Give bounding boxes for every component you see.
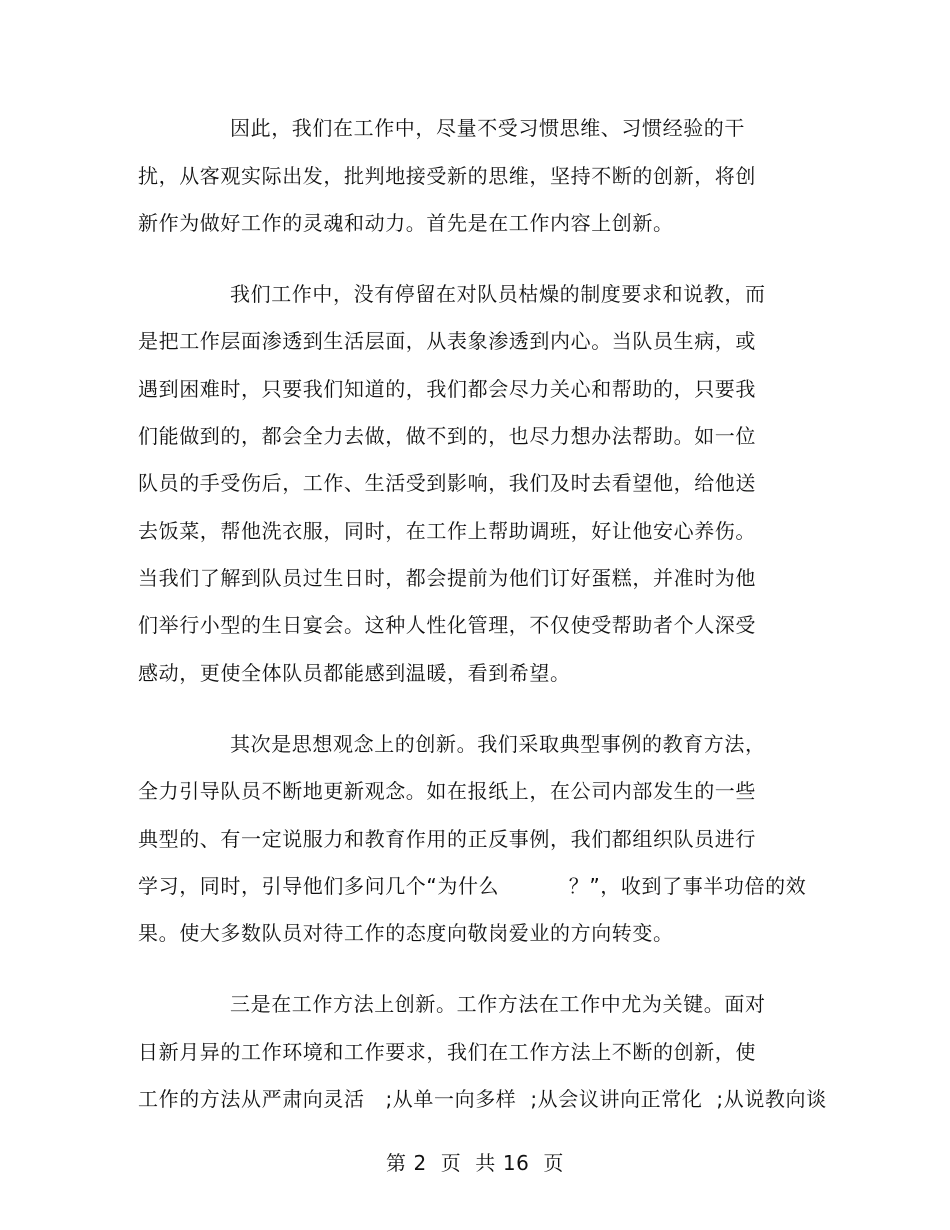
- page-number-footer: 第 2 页 共 16 页: [385, 1151, 565, 1175]
- paragraph-2-line-3: 遇到困难时，只要我们知道的，我们都会尽力关心和帮助的，只要我: [138, 377, 756, 401]
- paragraph-1-line-2: 扰，从客观实际出发，批判地接受新的思维，坚持不断的创新，将创: [138, 164, 756, 188]
- paragraph-3-line-4: 学习，同时，引导他们多问几个“为什么 ？”，收到了事半功倍的效: [138, 874, 807, 898]
- paragraph-4-line-3: 工作的方法从严肃向灵活 ;从单一向多样 ;从会议讲向正常化 ;从说教向谈: [138, 1087, 827, 1111]
- paragraph-3-line-3: 典型的、有一定说服力和教育作用的正反事例，我们都组织队员进行: [138, 827, 756, 851]
- paragraph-2-line-4: 们能做到的，都会全力去做，做不到的，也尽力想办法帮助。如一位: [138, 424, 756, 448]
- paragraph-2-line-5: 队员的手受伤后，工作、生活受到影响，我们及时去看望他，给他送: [138, 471, 756, 495]
- paragraph-2-line-1: 我们工作中，没有停留在对队员枯燥的制度要求和说教，而: [230, 282, 766, 306]
- paragraph-4-line-1: 三是在工作方法上创新。工作方法在工作中尤为关键。面对: [230, 992, 766, 1016]
- paragraph-1-line-3: 新作为做好工作的灵魂和动力。首先是在工作内容上创新。: [138, 211, 674, 235]
- paragraph-2-line-7: 当我们了解到队员过生日时，都会提前为他们订好蛋糕，并准时为他: [138, 566, 756, 590]
- paragraph-2-line-2: 是把工作层面渗透到生活层面，从表象渗透到内心。当队员生病，或: [138, 329, 756, 353]
- paragraph-1-line-1: 因此，我们在工作中，尽量不受习惯思维、习惯经验的干: [230, 116, 745, 140]
- paragraph-2-line-6: 去饭菜，帮他洗衣服，同时，在工作上帮助调班，好让他安心养伤。: [138, 519, 756, 543]
- paragraph-2-line-8: 们举行小型的生日宴会。这种人性化管理，不仅使受帮助者个人深受: [138, 613, 756, 637]
- paragraph-3-line-1: 其次是思想观念上的创新。我们采取典型事例的教育方法，: [230, 732, 766, 756]
- paragraph-3-line-5: 果。使大多数队员对待工作的态度向敬岗爱业的方向转变。: [138, 921, 674, 945]
- paragraph-2-line-9: 感动，更使全体队员都能感到温暖，看到希望。: [138, 661, 571, 685]
- paragraph-4-line-2: 日新月异的工作环境和工作要求，我们在工作方法上不断的创新，使: [138, 1040, 756, 1064]
- paragraph-3-line-2: 全力引导队员不断地更新观念。如在报纸上，在公司内部发生的一些: [138, 779, 756, 803]
